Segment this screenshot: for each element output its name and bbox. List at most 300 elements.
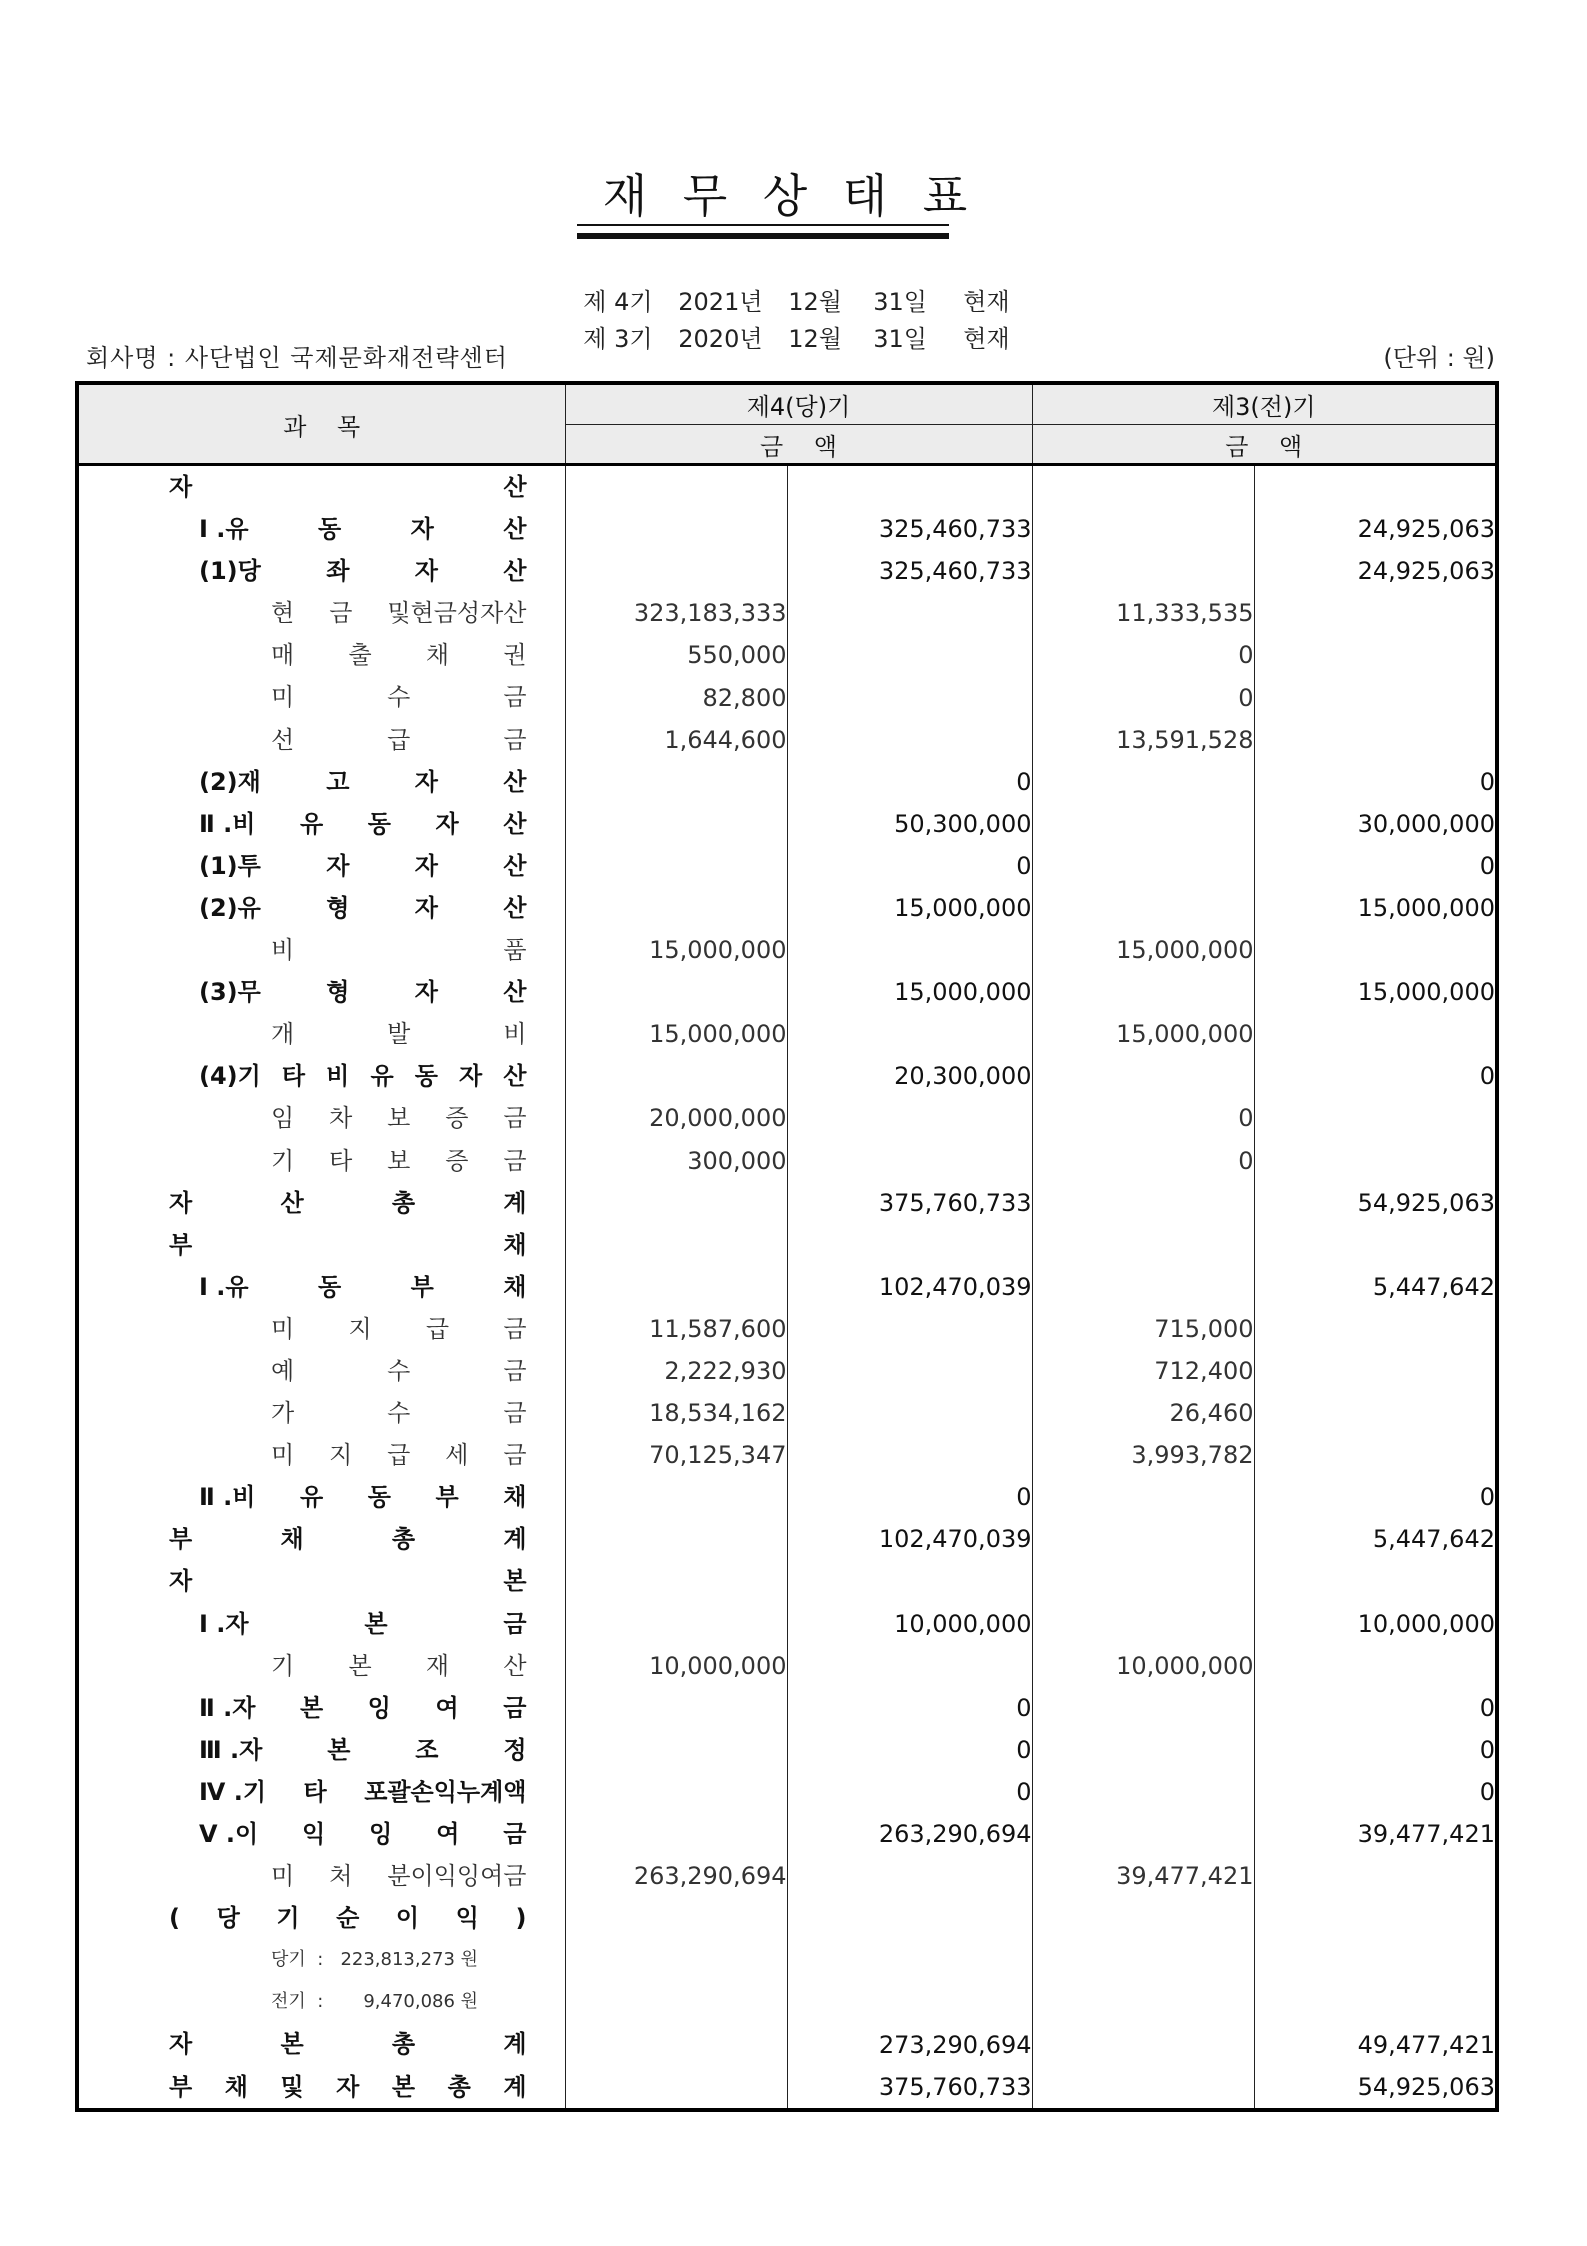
prior-detail-amount xyxy=(1032,971,1254,1013)
current-total-amount: 0 xyxy=(787,1729,1032,1771)
table-row xyxy=(77,1518,1497,1560)
account-label xyxy=(169,1182,527,1224)
current-detail-amount: 1,644,600 xyxy=(565,719,787,761)
account-label xyxy=(169,2066,527,2108)
prior-total-amount xyxy=(1254,1897,1497,1939)
prior-total-amount xyxy=(1254,465,1497,509)
table-row xyxy=(77,465,1497,509)
account-label-part: 유 xyxy=(300,1483,324,1512)
current-total-amount xyxy=(787,1855,1032,1897)
table-row xyxy=(77,1013,1497,1055)
account-label xyxy=(271,634,527,676)
account-label-part: 수 xyxy=(387,1399,411,1428)
prior-total-amount: 30,000,000 xyxy=(1357,809,1495,838)
account-label-cell xyxy=(77,1013,565,1055)
account-label-part: 잉 xyxy=(367,1693,391,1722)
prior-total-amount: 0 xyxy=(1479,851,1495,880)
account-label-part: 타 xyxy=(281,1062,306,1091)
account-label-part: 기 xyxy=(276,1904,300,1933)
prior-detail-amount: 0 xyxy=(1032,1140,1254,1182)
account-label-part: 증 xyxy=(445,1146,469,1175)
account-label-part: 여 xyxy=(436,1820,460,1848)
prior-total-amount: 39,477,421 xyxy=(1357,1820,1495,1849)
current-detail-amount: 18,534,162 xyxy=(565,1392,787,1434)
current-total-amount xyxy=(787,634,1032,676)
title-char: 상 xyxy=(762,169,808,223)
current-detail-amount xyxy=(565,1560,787,1602)
account-label-cell xyxy=(77,845,565,887)
account-label-part: 전기 : 9,470,086 원 xyxy=(271,1991,479,2013)
account-label-part: 차 xyxy=(329,1104,353,1133)
balance-sheet-table xyxy=(75,381,1499,2112)
account-label-part: 자 xyxy=(458,1062,483,1091)
account-label-part: 미 xyxy=(271,683,295,712)
account-label-part: 개 xyxy=(271,1020,295,1049)
prior-total-amount xyxy=(1254,1855,1497,1897)
prior-total-amount xyxy=(1254,1308,1497,1350)
account-label-part: 자 xyxy=(169,2030,193,2059)
prior-detail-amount xyxy=(1032,550,1254,592)
account-label-cell xyxy=(77,465,565,509)
account-label-cell xyxy=(77,1266,565,1308)
table-row xyxy=(77,2066,1497,2110)
account-label-part: 여 xyxy=(435,1693,459,1722)
prior-detail-amount: 0 xyxy=(1032,676,1254,718)
table-row xyxy=(77,634,1497,676)
table-row xyxy=(77,803,1497,845)
prior-detail-amount: 26,460 xyxy=(1032,1392,1254,1434)
account-label-part: (2)유 xyxy=(199,893,261,922)
account-label xyxy=(169,1560,527,1602)
account-label-part: 채 xyxy=(503,1272,527,1301)
current-total-amount xyxy=(787,465,1032,509)
account-label-part: 수 xyxy=(387,683,411,712)
prior-detail-amount xyxy=(1032,1560,1254,1602)
account-label-cell xyxy=(77,719,565,761)
account-label-part: 자 xyxy=(169,473,193,501)
account-label-part: 당기 : 223,813,273 원 xyxy=(271,1949,479,1971)
current-total-amount xyxy=(787,1560,1032,1602)
table-row xyxy=(77,1687,1497,1729)
prior-total-amount: 54,925,063 xyxy=(1357,1188,1495,1217)
account-label-part: 동 xyxy=(414,1062,438,1091)
current-detail-amount xyxy=(565,1981,787,2023)
account-label-cell xyxy=(77,803,565,845)
table-row xyxy=(77,971,1497,1013)
account-label-part: 금 xyxy=(503,1609,527,1638)
prior-detail-amount xyxy=(1032,1476,1254,1518)
table-row xyxy=(77,1939,1497,1981)
account-label-part: 자 xyxy=(414,978,438,1007)
current-detail-amount xyxy=(565,508,787,550)
account-label-cell xyxy=(77,1224,565,1266)
prior-detail-amount xyxy=(1032,1981,1254,2023)
account-label xyxy=(271,1308,527,1350)
table-row xyxy=(77,1560,1497,1602)
prior-total-amount xyxy=(1254,592,1497,634)
account-label-cell xyxy=(77,2023,565,2065)
account-label-part: 본 xyxy=(391,2072,416,2101)
account-label xyxy=(271,1434,527,1476)
account-label-part: 익 xyxy=(302,1820,326,1848)
account-label-part: 산 xyxy=(503,515,527,544)
prior-total-amount: 0 xyxy=(1479,1693,1495,1722)
account-label xyxy=(199,1055,527,1097)
account-label-part: (4)기 xyxy=(199,1062,261,1091)
current-detail-amount xyxy=(565,465,787,509)
account-label-part: 산 xyxy=(503,1062,527,1091)
current-total-amount: 375,760,733 xyxy=(787,2066,1032,2110)
account-label-part: 본 xyxy=(300,1693,324,1722)
account-label-part: 및현금성자산 xyxy=(387,599,527,628)
current-total-amount: 0 xyxy=(787,1476,1032,1518)
prior-detail-amount xyxy=(1032,508,1254,550)
account-label xyxy=(199,887,527,929)
prior-detail-amount: 10,000,000 xyxy=(1032,1645,1254,1687)
current-total-amount xyxy=(787,719,1032,761)
header-amount-prior: 금 액 xyxy=(1032,425,1497,465)
table-row xyxy=(77,2023,1497,2065)
account-label-part: 보 xyxy=(387,1104,411,1133)
account-label xyxy=(199,1687,527,1729)
account-label-part: 정 xyxy=(503,1735,527,1764)
account-label-part: 동 xyxy=(318,515,342,544)
current-total-amount xyxy=(787,929,1032,971)
period-month: 12월 xyxy=(788,288,842,316)
account-label-cell xyxy=(77,1097,565,1139)
table-row xyxy=(77,592,1497,634)
account-label-part: 금 xyxy=(503,1314,527,1343)
current-total-amount: 50,300,000 xyxy=(787,803,1032,845)
current-total-amount xyxy=(787,1392,1032,1434)
prior-detail-amount: 0 xyxy=(1032,634,1254,676)
period-year: 2021년 xyxy=(678,288,763,316)
account-label xyxy=(271,719,527,761)
account-label-part: 및 xyxy=(280,2072,304,2101)
prior-detail-amount: 39,477,421 xyxy=(1032,1855,1254,1897)
prior-detail-amount xyxy=(1032,1813,1254,1855)
prior-detail-amount xyxy=(1032,887,1254,929)
current-total-amount: 0 xyxy=(787,761,1032,803)
account-label-part: 채 xyxy=(425,641,450,670)
current-detail-amount xyxy=(565,2023,787,2065)
account-label xyxy=(169,466,527,508)
prior-total-amount: 54,925,063 xyxy=(1357,2072,1495,2101)
account-label-part: ) xyxy=(515,1904,527,1933)
table-row xyxy=(77,1182,1497,1224)
account-label-part: 채 xyxy=(503,1483,527,1512)
account-label-part: Ⅲ .자 xyxy=(199,1735,263,1764)
prior-total-amount: 24,925,063 xyxy=(1357,557,1495,586)
current-detail-amount xyxy=(565,1729,787,1771)
account-label xyxy=(169,2023,527,2065)
account-label-part: 자 xyxy=(414,767,438,796)
prior-detail-amount: 11,333,535 xyxy=(1032,592,1254,634)
prior-total-amount xyxy=(1254,1224,1497,1266)
period-year: 2020년 xyxy=(678,325,763,353)
account-label-part: 총 xyxy=(391,1188,416,1217)
account-label-part: 포괄손익누계액 xyxy=(364,1777,527,1806)
current-detail-amount xyxy=(565,2066,787,2110)
account-label-cell xyxy=(77,887,565,929)
account-label-part: 이 xyxy=(395,1904,420,1933)
prior-total-amount xyxy=(1254,1981,1497,2023)
table-row xyxy=(77,1855,1497,1897)
prior-detail-amount xyxy=(1032,1729,1254,1771)
current-detail-amount xyxy=(565,1518,787,1560)
prior-total-amount: 5,447,642 xyxy=(1372,1525,1495,1554)
account-label-part: 임 xyxy=(271,1104,295,1133)
account-label-part: 매 xyxy=(271,641,295,670)
account-label-cell xyxy=(77,1939,565,1981)
account-label-part: 본 xyxy=(327,1735,351,1764)
prior-total-amount xyxy=(1254,1560,1497,1602)
table-row xyxy=(77,1476,1497,1518)
account-label-part: Ⅱ .자 xyxy=(199,1693,256,1722)
account-label-part: 금 xyxy=(503,1441,527,1470)
account-label-part: 채 xyxy=(280,1525,304,1554)
current-detail-amount: 550,000 xyxy=(565,634,787,676)
account-label-part: 본 xyxy=(503,1567,527,1596)
account-label-part: 금 xyxy=(503,683,527,712)
account-label xyxy=(271,1855,527,1897)
prior-detail-amount xyxy=(1032,465,1254,509)
account-label xyxy=(169,1518,527,1560)
account-label-part: 유 xyxy=(300,809,324,838)
account-label-part: 출 xyxy=(348,641,372,670)
prior-total-amount: 10,000,000 xyxy=(1357,1609,1495,1638)
account-label-cell xyxy=(77,971,565,1013)
prior-total-amount xyxy=(1254,719,1497,761)
current-detail-amount xyxy=(565,971,787,1013)
account-label-part: 금 xyxy=(503,1104,527,1133)
prior-detail-amount xyxy=(1032,803,1254,845)
account-label-part: 금 xyxy=(503,1356,527,1385)
account-label-part: 형 xyxy=(326,978,350,1007)
account-label-cell xyxy=(77,676,565,718)
prior-detail-amount xyxy=(1032,1939,1254,1981)
account-label-cell xyxy=(77,1897,565,1939)
table-row xyxy=(77,1771,1497,1813)
title-char: 태 xyxy=(842,169,888,223)
account-label-cell xyxy=(77,1518,565,1560)
prior-detail-amount: 0 xyxy=(1032,1097,1254,1139)
document-title xyxy=(585,160,985,226)
table-row xyxy=(77,1645,1497,1687)
account-label-cell xyxy=(77,1729,565,1771)
account-label-part: Ⅰ .자 xyxy=(199,1609,249,1638)
current-detail-amount xyxy=(565,1939,787,1981)
current-total-amount xyxy=(787,1013,1032,1055)
account-label-part: Ⅴ .이 xyxy=(199,1820,259,1848)
table-row xyxy=(77,1055,1497,1097)
prior-total-amount: 49,477,421 xyxy=(1357,2030,1495,2059)
account-label-part: 세 xyxy=(445,1441,469,1470)
account-label-part: 산 xyxy=(503,893,527,922)
current-detail-amount: 10,000,000 xyxy=(565,1645,787,1687)
account-label xyxy=(271,592,527,634)
prior-total-amount xyxy=(1254,1645,1497,1687)
account-label-part: 타 xyxy=(303,1777,327,1806)
period-day: 31일 xyxy=(873,288,927,316)
account-label-part: 비 xyxy=(271,936,295,965)
account-label-part: Ⅱ .비 xyxy=(199,809,256,838)
current-total-amount: 0 xyxy=(787,1687,1032,1729)
current-total-amount xyxy=(787,1224,1032,1266)
account-label-part: 급 xyxy=(425,1314,450,1343)
account-label-part: 품 xyxy=(503,936,527,965)
account-label-part: Ⅰ .유 xyxy=(199,515,249,544)
title-underline-thin xyxy=(577,224,949,226)
account-label xyxy=(271,1645,527,1687)
account-label-part: 산 xyxy=(503,557,527,586)
account-label-part: 동 xyxy=(367,1483,391,1512)
prior-detail-amount xyxy=(1032,2023,1254,2065)
prior-total-amount xyxy=(1254,1013,1497,1055)
current-detail-amount xyxy=(565,761,787,803)
balance-sheet-body xyxy=(77,465,1497,2110)
account-label-part: 좌 xyxy=(326,557,350,586)
table-row xyxy=(77,1729,1497,1771)
account-label-part: 계 xyxy=(503,2030,527,2059)
account-label-part: Ⅳ .기 xyxy=(199,1777,267,1806)
table-row xyxy=(77,1392,1497,1434)
header-subject: 과 목 xyxy=(77,383,565,465)
account-label-cell xyxy=(77,1434,565,1476)
prior-total-amount xyxy=(1254,634,1497,676)
title-char: 재 xyxy=(602,169,648,223)
account-label xyxy=(199,1603,527,1645)
account-label-part: 계 xyxy=(503,2072,527,2101)
account-label xyxy=(199,1813,527,1855)
account-label-part: 자 xyxy=(414,557,438,586)
account-label-cell xyxy=(77,1813,565,1855)
current-detail-amount xyxy=(565,1771,787,1813)
account-label-part: 총 xyxy=(447,2072,471,2101)
account-label xyxy=(271,676,527,718)
current-total-amount: 15,000,000 xyxy=(787,971,1032,1013)
account-label-part: 채 xyxy=(503,1230,527,1259)
account-label-cell xyxy=(77,508,565,550)
account-label-cell xyxy=(77,1603,565,1645)
account-label-part: 급 xyxy=(387,1441,411,1470)
account-label-cell xyxy=(77,1560,565,1602)
prior-total-amount xyxy=(1254,1350,1497,1392)
account-label xyxy=(169,1897,527,1939)
current-total-amount xyxy=(787,1981,1032,2023)
current-total-amount: 375,760,733 xyxy=(787,1182,1032,1224)
account-label-part: 보 xyxy=(387,1146,411,1175)
current-detail-amount xyxy=(565,1266,787,1308)
prior-detail-amount: 15,000,000 xyxy=(1032,1013,1254,1055)
account-label xyxy=(271,1350,527,1392)
title-char: 무 xyxy=(682,169,728,223)
table-row xyxy=(77,1813,1497,1855)
account-label xyxy=(271,1392,527,1434)
current-total-amount: 0 xyxy=(787,1771,1032,1813)
account-label xyxy=(271,1097,527,1139)
account-label-part: 계 xyxy=(503,1188,527,1217)
period-term: 제 3기 xyxy=(583,325,653,353)
account-label-part: (1)당 xyxy=(199,557,261,586)
period-line-prior xyxy=(568,291,1023,354)
account-label-cell xyxy=(77,1182,565,1224)
current-detail-amount xyxy=(565,845,787,887)
prior-total-amount xyxy=(1254,1097,1497,1139)
prior-total-amount xyxy=(1254,1939,1497,1981)
account-label-part: 자 xyxy=(326,851,350,880)
current-detail-amount: 263,290,694 xyxy=(565,1855,787,1897)
table-row xyxy=(77,719,1497,761)
account-label-cell xyxy=(77,761,565,803)
account-label-cell xyxy=(77,1055,565,1097)
current-total-amount xyxy=(787,1308,1032,1350)
current-total-amount: 273,290,694 xyxy=(787,2023,1032,2065)
account-label-part: 재 xyxy=(425,1651,450,1680)
prior-detail-amount: 15,000,000 xyxy=(1032,929,1254,971)
current-total-amount: 325,460,733 xyxy=(787,550,1032,592)
prior-detail-amount xyxy=(1032,1518,1254,1560)
account-label xyxy=(199,803,527,845)
account-label-part: 금 xyxy=(503,1146,527,1175)
table-row xyxy=(77,1897,1497,1939)
period-day: 31일 xyxy=(873,325,927,353)
account-label-part: 산 xyxy=(503,809,527,838)
table-row xyxy=(77,1434,1497,1476)
header-current-period: 제4(당)기 xyxy=(565,383,1032,425)
prior-detail-amount xyxy=(1032,1897,1254,1939)
account-label-part: 발 xyxy=(387,1020,411,1049)
account-label-cell xyxy=(77,1350,565,1392)
current-total-amount: 10,000,000 xyxy=(787,1603,1032,1645)
table-row xyxy=(77,887,1497,929)
account-label-part: 부 xyxy=(169,1525,193,1554)
prior-detail-amount xyxy=(1032,1055,1254,1097)
table-row xyxy=(77,1224,1497,1266)
account-label-part: 부 xyxy=(169,1230,193,1259)
account-label-cell xyxy=(77,2066,565,2110)
prior-total-amount: 0 xyxy=(1479,767,1495,796)
current-total-amount: 15,000,000 xyxy=(787,887,1032,929)
account-label-cell xyxy=(77,1981,565,2023)
account-label-cell xyxy=(77,1140,565,1182)
period-suffix: 현재 xyxy=(963,325,1010,353)
current-total-amount xyxy=(787,1939,1032,1981)
current-detail-amount: 2,222,930 xyxy=(565,1350,787,1392)
account-label-part: 자 xyxy=(169,1188,193,1217)
account-label xyxy=(199,1476,527,1518)
account-label-part: 금 xyxy=(503,1693,527,1722)
current-total-amount xyxy=(787,1897,1032,1939)
account-label-part: 선 xyxy=(271,725,295,754)
account-label-cell xyxy=(77,1771,565,1813)
company-name: 회사명 : 사단법인 국제문화재전략센터 xyxy=(86,344,508,372)
period-month: 12월 xyxy=(788,325,842,353)
prior-total-amount xyxy=(1254,1140,1497,1182)
header-amount-current: 금 액 xyxy=(565,425,1032,465)
prior-detail-amount xyxy=(1032,761,1254,803)
header-prior-period: 제3(전)기 xyxy=(1032,383,1497,425)
account-label xyxy=(271,1013,527,1055)
current-detail-amount xyxy=(565,1224,787,1266)
account-label-part: 기 xyxy=(271,1651,295,1680)
account-label-part: 예 xyxy=(271,1356,295,1385)
account-label-cell xyxy=(77,592,565,634)
current-total-amount xyxy=(787,676,1032,718)
current-detail-amount xyxy=(565,1055,787,1097)
account-label-part: 자 xyxy=(414,893,438,922)
account-label-part: 증 xyxy=(445,1104,469,1133)
